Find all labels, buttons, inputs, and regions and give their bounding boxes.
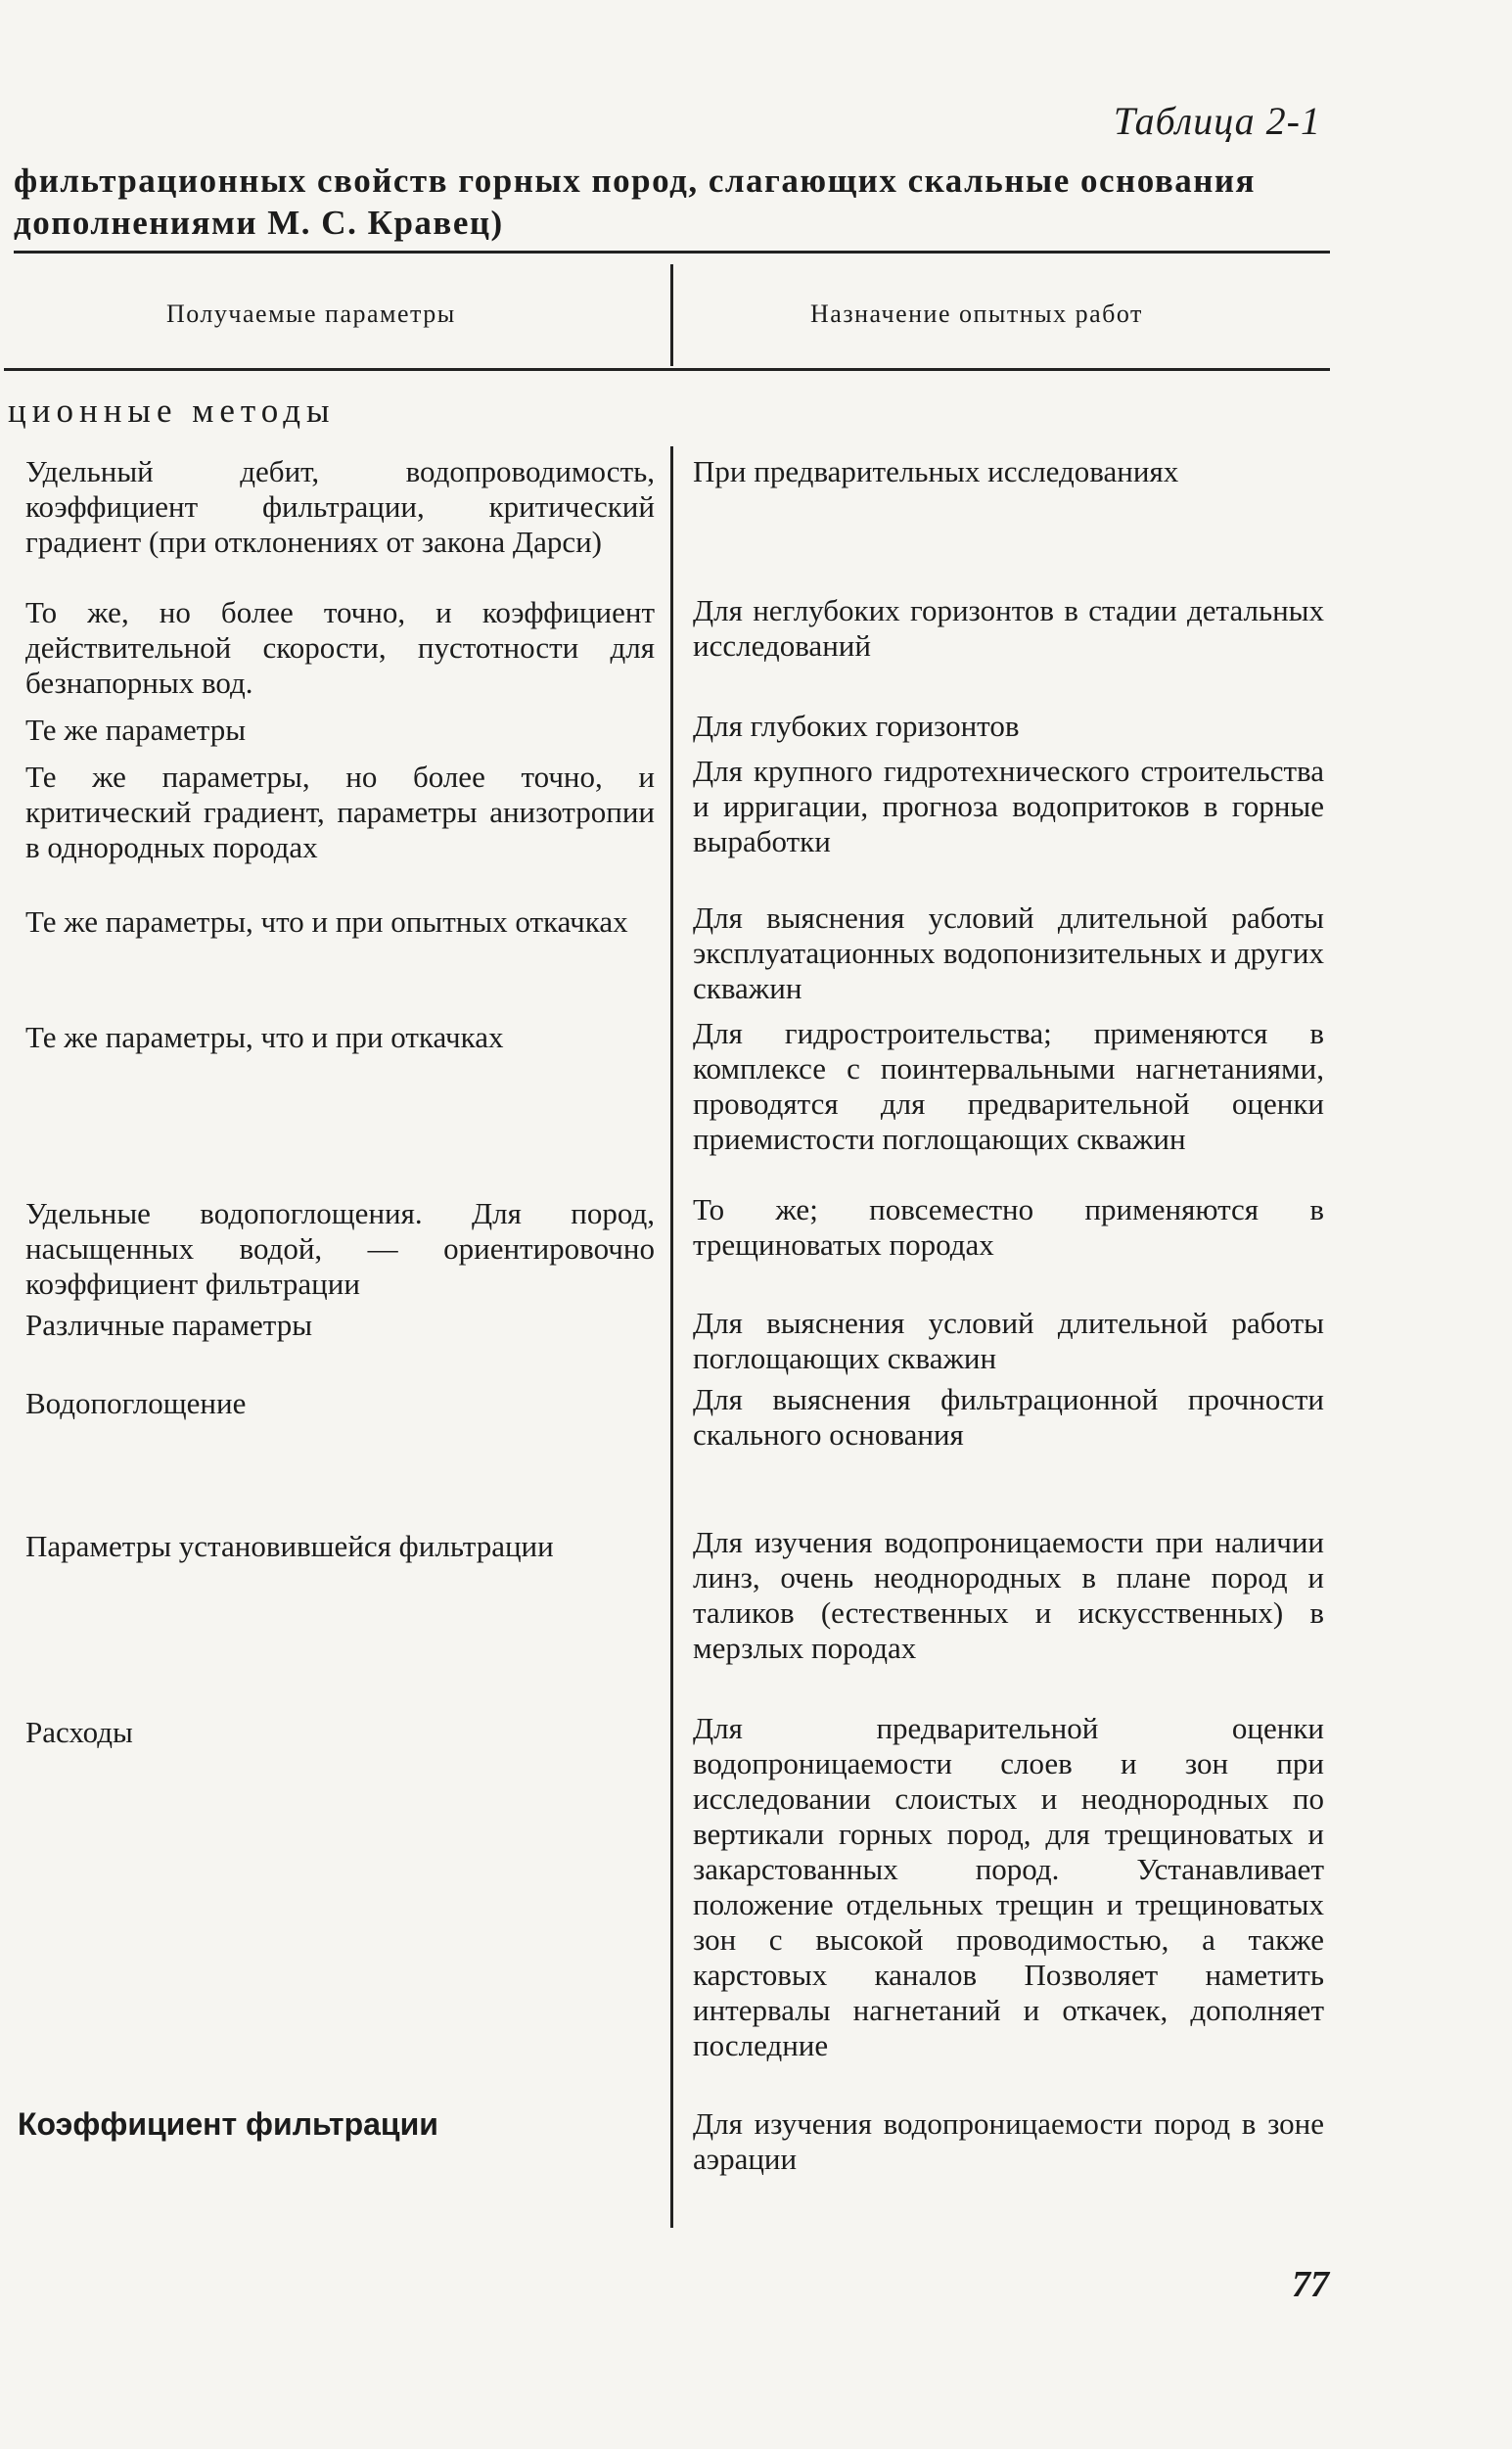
row-2-parameters: То же, но более точно, и коэффициент действительной скорости, пустотности для безнапорных вод. bbox=[25, 595, 655, 700]
row-7-purpose: То же; повсеместно применяются в трещиноватых породах bbox=[693, 1192, 1324, 1262]
row-8-purpose: Для выяснения условий длительной работы поглощающих скважин bbox=[693, 1306, 1324, 1375]
row-12-purpose: Для изучения водопроницаемости пород в зоне аэрации bbox=[693, 2106, 1324, 2176]
table-column-divider bbox=[670, 446, 673, 2228]
row-6-parameters: Те же параметры, что и при откачках bbox=[25, 1020, 504, 1054]
row-1-purpose: При предварительных исследованиях bbox=[693, 454, 1179, 488]
row-5-parameters: Те же параметры, что и при опытных откачках bbox=[25, 904, 628, 939]
row-10-parameters: Параметры установившейся фильтрации bbox=[25, 1529, 554, 1563]
row-3-parameters: Те же параметры bbox=[25, 713, 247, 747]
row-4-purpose: Для крупного гидротехнического строительства и ирригации, прогноза водопритоков в горные выработки bbox=[693, 754, 1324, 858]
row-10-purpose: Для изучения водопроницаемости при наличии линз, очень неоднородных в плане пород и таликов (естественных и искусственных) в мерзлых породах bbox=[693, 1525, 1324, 1665]
row-5-purpose: Для выяснения условий длительной работы эксплуатационных водопонизительных и других скважин bbox=[693, 901, 1324, 1005]
section-title: ционные методы bbox=[8, 392, 336, 430]
row-7-parameters: Удельные водопоглощения. Для пород, насыщенных водой, — ориентировочно коэффициент фильтрации bbox=[25, 1196, 655, 1301]
table-caption-line-2: дополнениями М. С. Кравец) bbox=[14, 204, 504, 242]
table-caption-line-1: фильтрационных свойств горных пород, слагающих скальные основания bbox=[14, 162, 1256, 200]
row-6-purpose: Для гидростроительства; применяются в комплексе с поинтервальными нагнетаниями, проводятся для предварительной оценки приемистости поглощающих скважин bbox=[693, 1016, 1324, 1156]
row-11-parameters: Расходы bbox=[25, 1715, 133, 1749]
row-11-purpose: Для предварительной оценки водопроницаемости слоев и зон при исследовании слоистых и неоднородных по вертикали горных пород, для трещиноватых и закарстованных пород. Устанавливает положение отдельных трещин и трещиноватых зон с высокой проводимостью, а также карстовых каналов Позволяет наметить интервалы нагнетаний и откачек, дополняет последние bbox=[693, 1711, 1324, 2062]
column-header-parameters: Получаемые параметры bbox=[166, 300, 456, 328]
table-top-rule bbox=[14, 251, 1330, 254]
row-8-parameters: Различные параметры bbox=[25, 1308, 313, 1342]
row-9-purpose: Для выяснения фильтрационной прочности скального основания bbox=[693, 1382, 1324, 1452]
row-12-parameters: Коэффициент фильтрации bbox=[18, 2106, 438, 2142]
row-3-purpose: Для глубоких горизонтов bbox=[693, 709, 1020, 743]
table-header-rule bbox=[4, 368, 1330, 371]
page-number: 77 bbox=[1292, 2264, 1329, 2305]
table-label: Таблица 2-1 bbox=[1113, 99, 1321, 143]
row-2-purpose: Для неглубоких горизонтов в стадии детальных исследований bbox=[693, 593, 1324, 663]
row-9-parameters: Водопоглощение bbox=[25, 1386, 247, 1420]
table-column-divider-header bbox=[670, 264, 673, 366]
column-header-purpose: Назначение опытных работ bbox=[810, 300, 1143, 328]
row-4-parameters: Те же параметры, но более точно, и критический градиент, параметры анизотропии в однородных породах bbox=[25, 760, 655, 864]
row-1-parameters: Удельный дебит, водопроводимость, коэффициент фильтрации, критический градиент (при отклонениях от закона Дарси) bbox=[25, 454, 655, 559]
